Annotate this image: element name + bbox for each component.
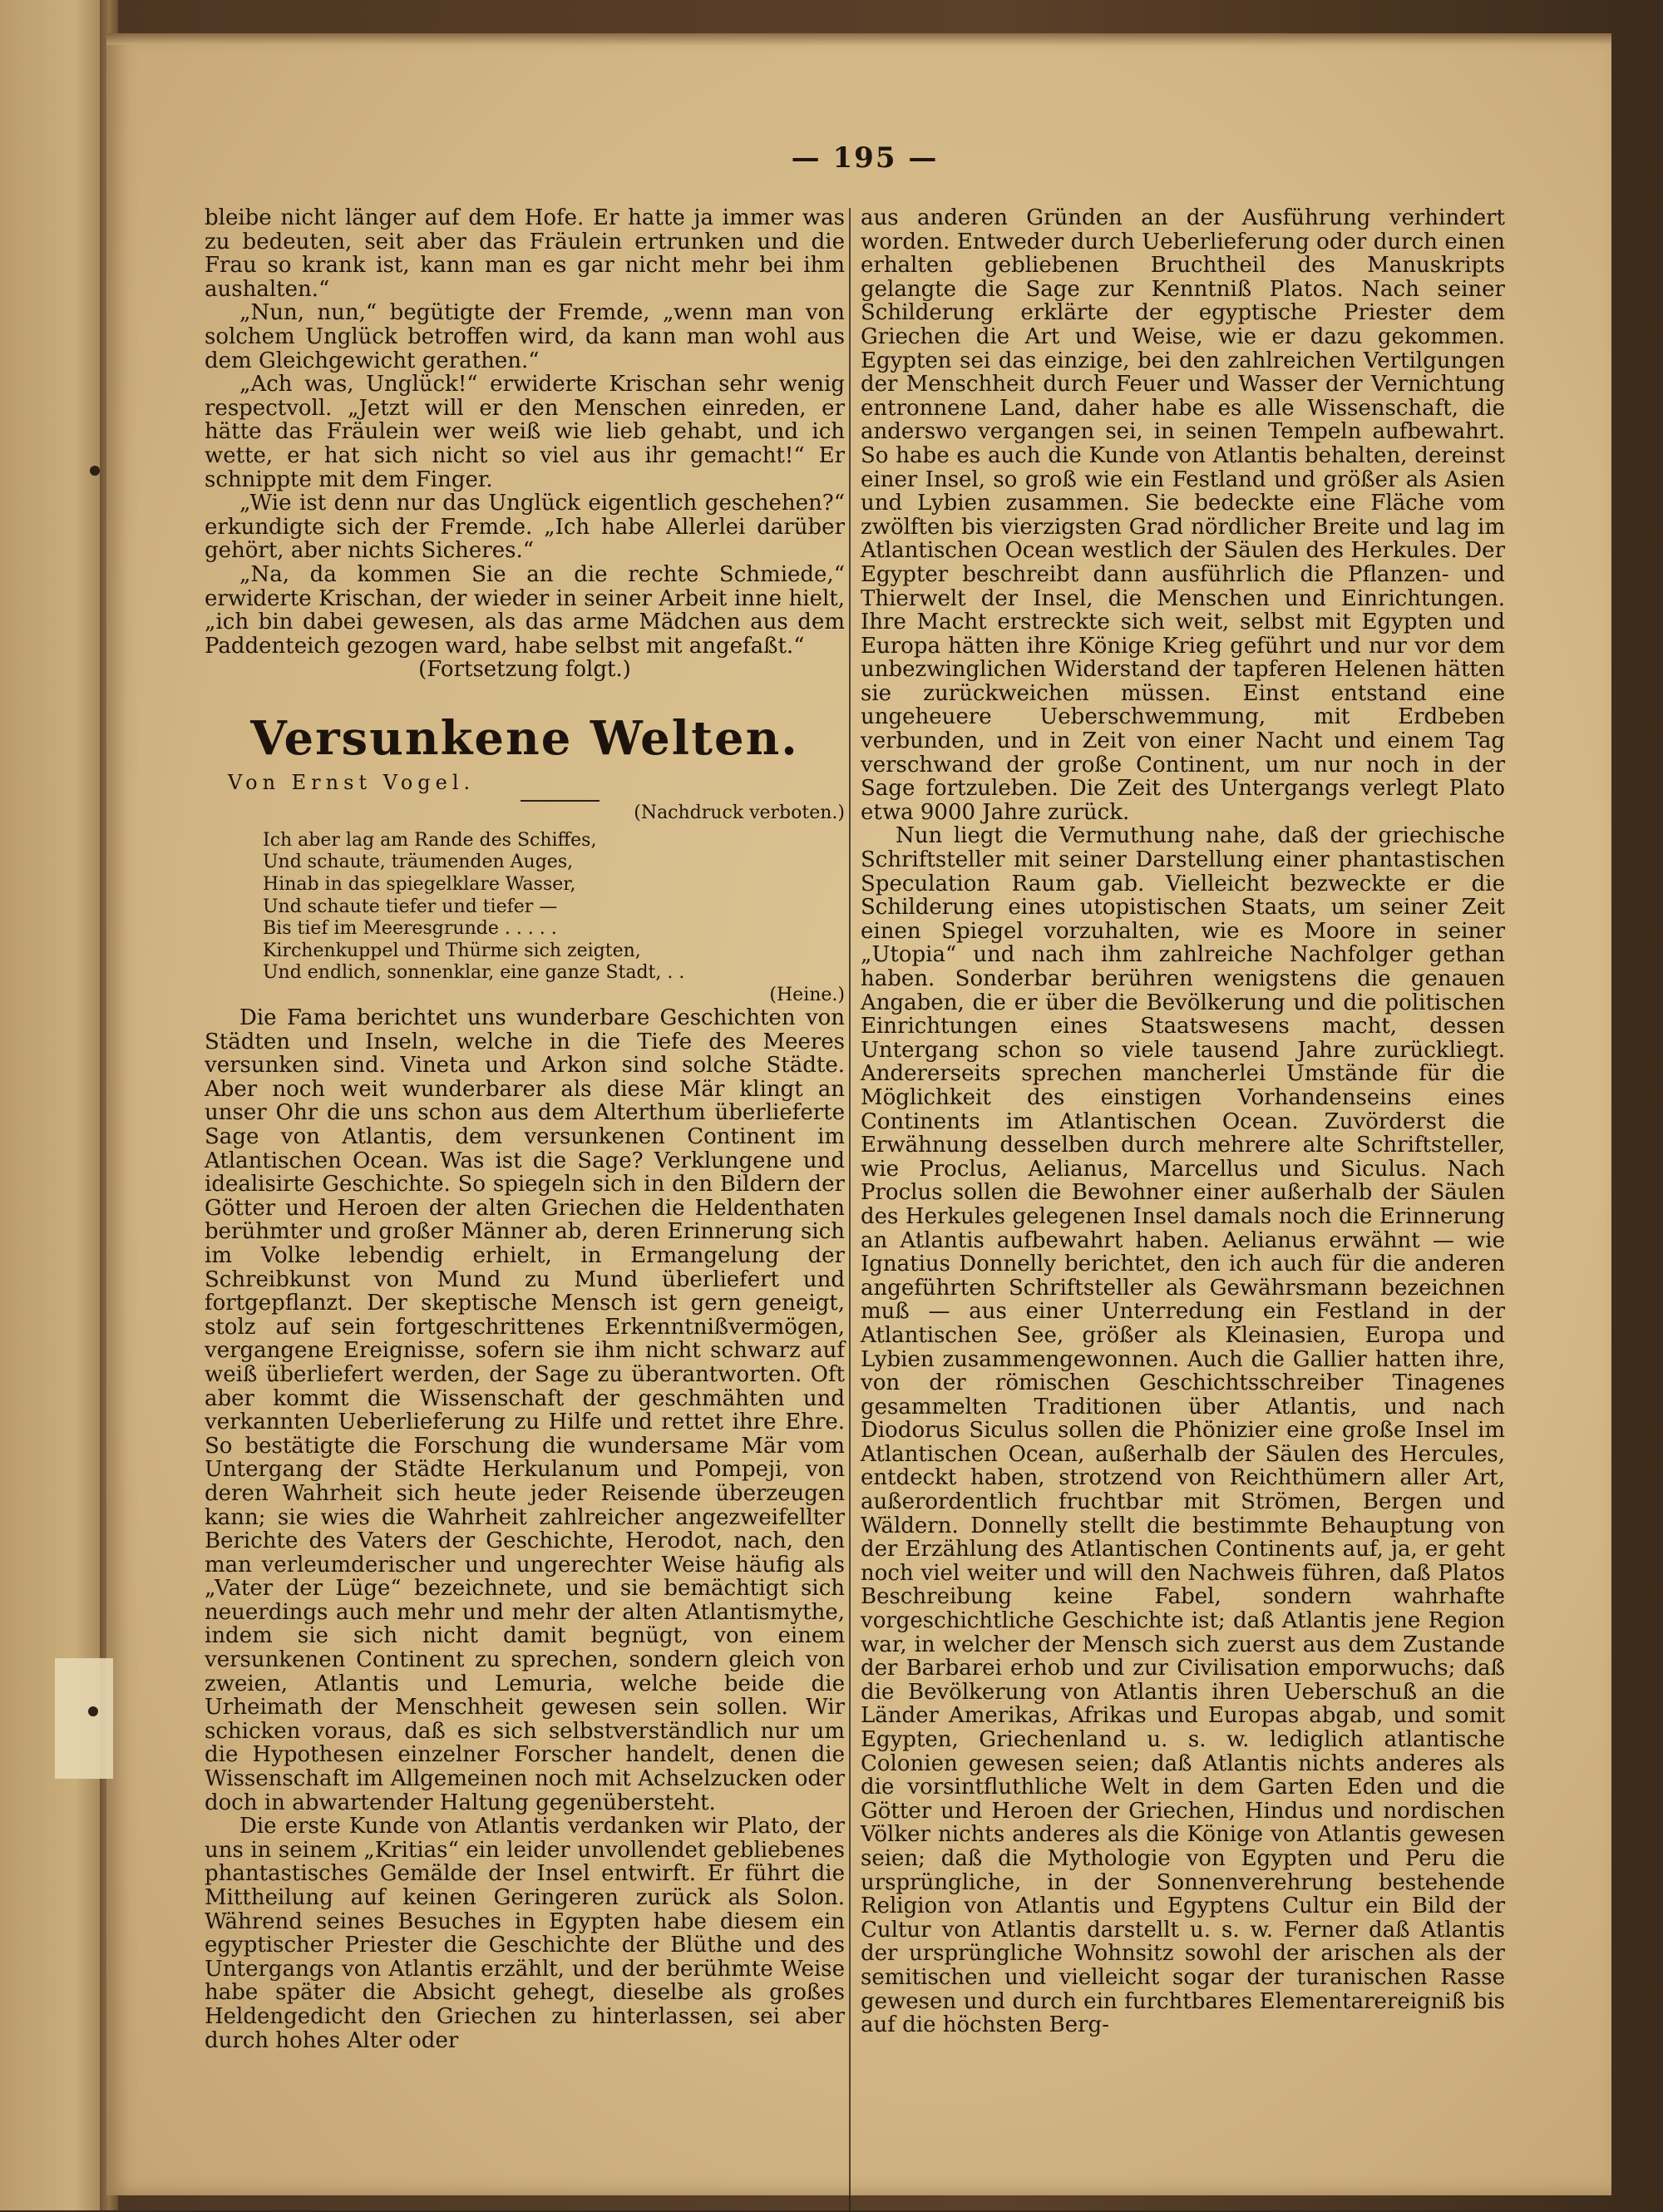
paragraph: Nun liegt die Vermuthung nahe, daß der griechische Schriftsteller mit seiner Darstellung einer phantastischen Speculation Raum gab. Vielleicht bezweckte er die Schilderung eines utopistischen Staats, um seiner Zeit einen Spiegel vorzuhalten, wie es Moore in seiner „Utopia“ und nach ihm zahlreiche Nachfolger gethan haben. Sonderbar berühren wenigstens die genauen Angaben, die er über die Bevölkerung und die politischen Einrichtungen eines Staatswesens macht, dessen Untergang schon so viele tausend Jahre zurückliegt. Andererseits sprechen mancherlei Umstände für die Möglichkeit des einstigen Vorhandenseins eines Continents im Atlantischen Ocean. Zuvörderst die Erwähnung desselben durch mehrere alte Schriftsteller, wie Proclus, Aelianus, Marcellus und Siculus. Nach Proclus sollen die Bewohner einer außerhalb der Säulen des Herkules gelegenen Insel damals noch die Erinnerung an Atlantis aufbewahrt haben. Aelianus erwähnt — wie Ignatius Donnelly berichtet, den ich auch für die anderen angeführten Schriftsteller als Gewährsmann bezeichnen muß — aus einer Unterredung ein Festland in der Atlantischen See, größer als Kleinasien, Europa und Lybien zusammengewonnen. Auch die Gallier hatten ihre, von der römischen Geschichtsschreiber Tinagenes gesammelten Traditionen über Atlantis, und nach Diodorus Siculus sollen die Phönizier eine große Insel im Atlantischen Ocean, außerhalb der Säulen des Hercules, entdeckt haben, strotzend von Reichthümern aller Art, außerordentlich fruchtbar mit Strömen, Bergen und Wäldern. Donnelly stellt die bestimmte Behauptung von der Erzählung des Atlantischen Continents auf, ja, er geht noch viel weiter und will den Nachweis führen, daß Platos Beschreibung keine Fabel, sondern wahrhafte vorgeschichtliche Geschichte ist; daß Atlantis jene Region war, in welcher der Mensch sich zuerst aus dem Zustande der Barbarei erhob und zur Civilisation emporwuchs; daß die Bevölkerung von Atlantis ihren Ueberschuß an die Länder Amerikas, Afrikas und Europas abgab, und somit Egypten, Griechenland u. s. w. lediglich atlantische Colonien gewesen seien; daß Atlantis nichts anderes als die vorsintfluthliche Welt in dem Garten Eden und die Götter und Heroen der Griechen, Hindus und nordischen Völker nichts anderes als die Könige von Atlantis gewesen seien; daß die Mythologie von Egypten und Peru die ursprüngliche, in der Sonnenverehrung bestehende Religion von Atlantis und Egyptens Cultur ein Bild der Cultur von Atlantis darstellt u. s. w. Ferner daß Atlantis der ursprüngliche Wohnsitz sowohl der arischen als der semitischen und vielleicht sogar der turanischen Rasse gewesen und durch ein furchtbares Elementarereigniß bis auf die höchsten Berg- <box>861 823 1505 2038</box>
paragraph: „Wie ist denn nur das Unglück eigentlich geschehen?“ erkundigte sich der Fremde. „Ich habe Allerlei darüber gehört, aber nichts Sicheres.“ <box>205 491 845 564</box>
continued-note: (Fortsetzung folgt.) <box>418 657 631 683</box>
paper-slip <box>55 1658 113 1779</box>
binding-hole <box>90 466 100 476</box>
poem-source: (Heine.) <box>769 985 845 1006</box>
epigraph-poem <box>263 830 845 1006</box>
left-column <box>205 206 845 2052</box>
reprint-notice: (Nachdruck verboten.) <box>634 802 845 823</box>
poem-line: Bis tief im Meeresgrunde . . . . . <box>263 918 557 940</box>
poem-line: Und endlich, sonnenklar, eine ganze Stadt, . . <box>263 962 685 984</box>
paragraph: aus anderen Gründen an der Ausführung verhindert worden. Entweder durch Ueberlieferung oder durch einen erhalten gebliebenen Bruchtheil des Manuskripts gelangte die Sage zur Kenntniß Platos. Nach seiner Schilderung erklärte der egyptische Priester dem Griechen die Art und Weise, wie er dazu gekommen. Egypten sei das einzige, bei den zahlreichen Vertilgungen der Menschheit durch Feuer und Wasser der Vernichtung entronnene Land, daher habe es alle Wissenschaft, die anderswo vergangen sei, in seinen Tempeln aufbewahrt. So habe es auch die Kunde von Atlantis behalten, dereinst einer Insel, so groß wie ein Festland und größer als Asien und Lybien zusammen. Sie bedeckte eine Fläche vom zwölften bis vierzigsten Grad nördlicher Breite und lag im Atlantischen Ocean westlich der Säulen des Herkules. Der Egypter beschreibt dann ausführlich die Pflanzen- und Thierwelt der Insel, die Menschen und Einrichtungen. Ihre Macht erstreckte sich weit, selbst mit Egypten und Europa hätten ihre Könige Krieg geführt und nur vor dem unbezwinglichen Widerstand der tapferen Helenen hätten sie zurückweichen müssen. Einst entstand eine ungeheuere Ueberschwemmung, mit Erdbeben verbunden, und in Zeit von einer Nacht und einem Tag verschwand der große Continent, um nur noch in der Sage fortzuleben. Die Zeit des Untergangs verlegt Plato etwa 9000 Jahre zurück. <box>861 205 1505 825</box>
byline: Von Ernst Vogel. <box>228 770 476 794</box>
binding-hole <box>88 1706 98 1716</box>
paragraph: „Na, da kommen Sie an die rechte Schmiede,“ erwiderte Krischan, der wieder in seiner Arbeit inne hielt, „ich bin dabei gewesen, als das arme Mädchen aus dem Paddenteich gezogen ward, habe selbst mit angefaßt.“ <box>205 561 845 659</box>
poem-line: Und schaute, träumenden Auges, <box>263 852 574 873</box>
page-number: — 195 — <box>791 141 939 175</box>
paragraph: bleibe nicht länger auf dem Hofe. Er hatte ja immer was zu bedeuten, seit aber das Fräulein ertrunken und die Frau so krank ist, kann man es gar nicht mehr bei ihm aushalten.“ <box>205 205 845 302</box>
paragraph: Die erste Kunde von Atlantis verdanken wir Plato, der uns in seinem „Kritias“ ein leider unvollendet gebliebenes phantastisches Gemälde der Insel entwirft. Er führt die Mittheilung auf keinen Geringeren zurück als Solon. Während seines Besuches in Egypten habe diesem ein egyptischer Priester die Geschichte der Blüthe und des Untergangs von Atlantis erzählt, und der berühmte Weise habe später die Absicht gehegt, dieselbe als großes Heldengedicht den Griechen zu hinterlassen, sei aber durch hohes Alter oder <box>205 1814 845 2053</box>
left-page-edge <box>0 0 106 2210</box>
paragraph: „Nun, nun,“ begütigte der Fremde, „wenn man von solchem Unglück betroffen wird, da kann man wohl aus dem Gleichgewicht gerathen.“ <box>205 300 845 373</box>
column-divider <box>849 208 851 2212</box>
paragraph: Die Fama berichtet uns wunderbare Geschichten von Städten und Inseln, welche in die Tiefe des Meeres versunken sind. Vineta und Arkon sind solche Städte. Aber noch weit wunderbarer als diese Mär klingt an unser Ohr die uns schon aus dem Alterthum überlieferte Sage von Atlantis, dem versunkenen Continent im Atlantischen Ocean. Was ist die Sage? Verklungene und idealisirte Geschichte. So spiegeln sich in den Bildern der Götter und Heroen der alten Griechen die Heldenthaten berühmter und großer Männer ab, deren Erinnerung sich im Volke lebendig erhielt, in Ermangelung der Schreibkunst von Mund zu Mund überliefert und fortgepflanzt. Der skeptische Mensch ist gern geneigt, stolz auf sein fortgeschrittenes Erkenntnißvermögen, vergangene Ereignisse, sofern sie ihm nicht schwarz auf weiß überliefert werden, der Sage zu überantworten. Oft aber kommt die Wissenschaft der geschmähten und verkannten Ueberlieferung zu Hilfe und rettet ihre Ehre. So bestätigte die Forschung die wundersame Mär vom Untergang der Städte Herkulanum und Pompeji, von deren Wahrheit sich heute jeder Reisende überzeugen kann; sie wies die Wahrheit zahlreicher angezweifellter Berichte des Vaters der Geschichte, Herodot, nach, den man verleumderischer und ungerechter Weise häufig als „Vater der Lüge“ bezeichnete, und sie bemächtigt sich neuerdings auch mehr und mehr der alten Atlantismythe, indem sie sich nicht damit begnügt, von einem versunkenen Continent zu sprechen, sondern gleich von zweien, Atlantis und Lemuria, welche beide die Urheimath der Menschheit gewesen sein sollen. Wir schicken voraus, daß es sich selbstverständlich nur um die Hypothesen einzelner Forscher handelt, denen die Wissenschaft im Allgemeinen noch mit Achselzucken oder doch in abwartender Haltung gegenübersteht. <box>205 1005 845 1815</box>
page-top-edge <box>106 33 1611 45</box>
poem-line: Ich aber lag am Rande des Schiffes, <box>263 829 597 851</box>
poem-line: Und schaute tiefer und tiefer — <box>263 896 558 917</box>
paragraph: „Ach was, Unglück!“ erwiderte Krischan sehr wenig respectvoll. „Jetzt will er den Menschen einreden, er hätte das Fräulein wer weiß wie lieb gehabt, und ich wette, er hat sich nicht so viel aus ihr gemacht!“ Er schnippte mit dem Finger. <box>205 372 845 492</box>
poem-line: Kirchenkuppel und Thürme sich zeigten, <box>263 940 641 961</box>
article-title: Versunkene Welten. <box>250 710 799 766</box>
right-column <box>861 206 1505 2037</box>
poem-line: Hinab in das spiegelklare Wasser, <box>263 874 576 896</box>
